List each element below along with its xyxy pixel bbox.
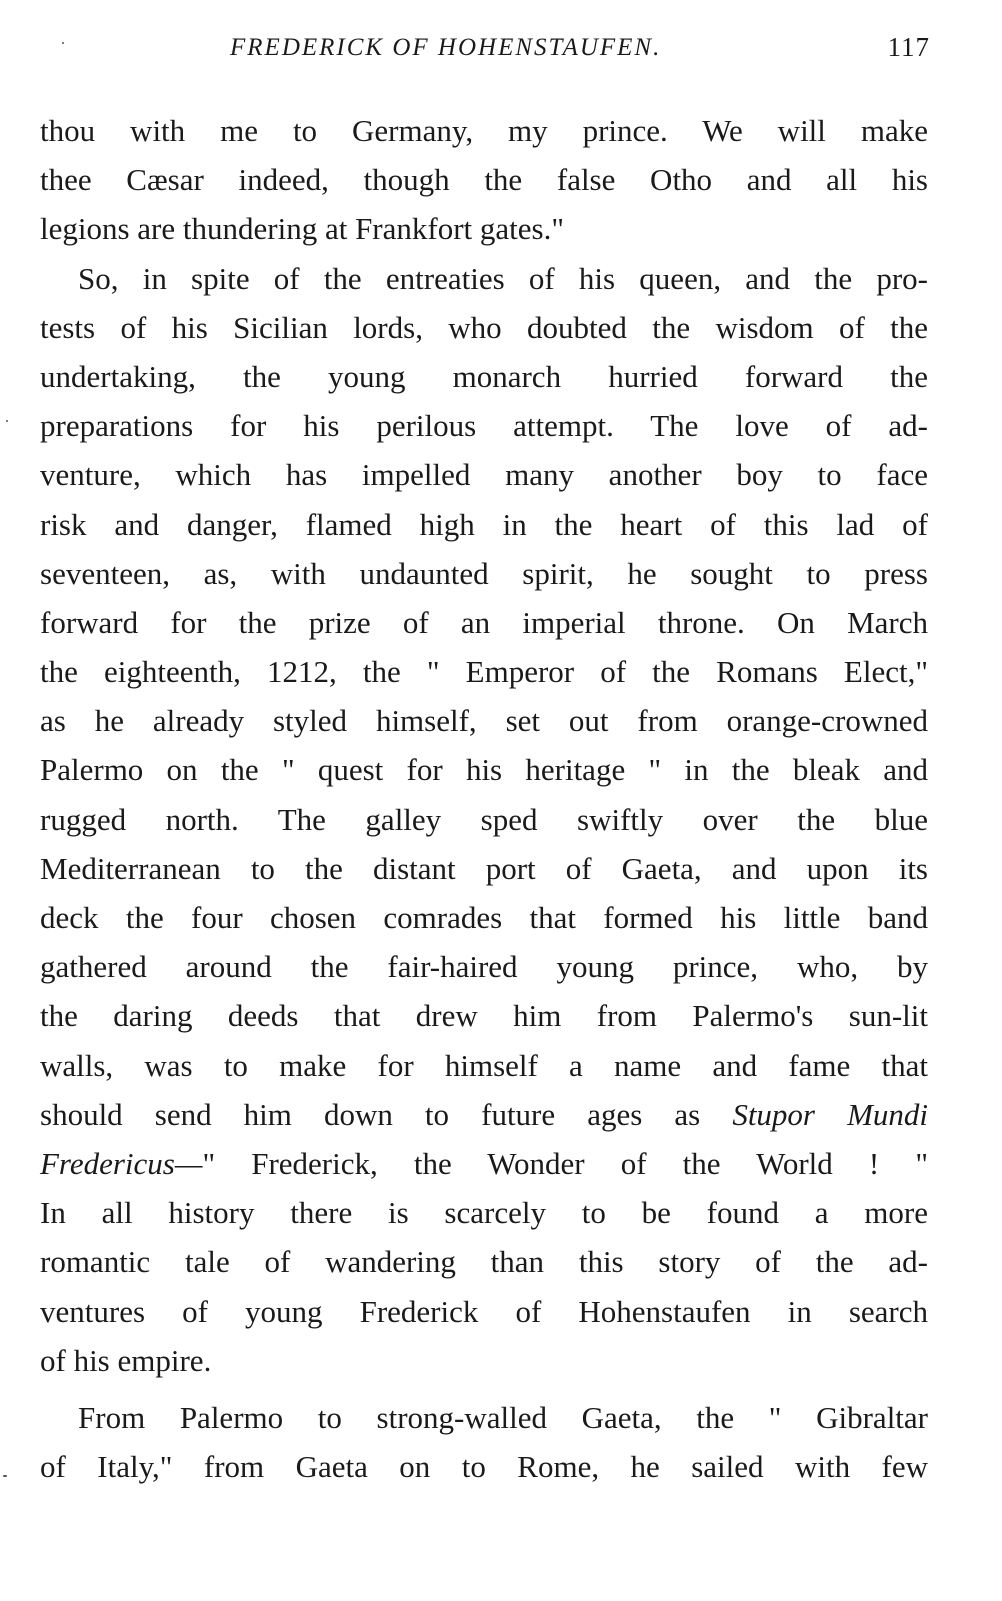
text-line: gathered around the fair-haired young prince, who, by	[40, 949, 928, 985]
running-head	[40, 30, 930, 70]
text-line: seventeen, as, with undaunted spirit, he sought to press	[40, 555, 928, 591]
text-line: romantic tale of wandering than this story of the ad-	[40, 1244, 928, 1280]
text-line: venture, which has impelled many another boy to face	[40, 457, 928, 493]
text-line: Palermo on the " quest for his heritage " in the bleak and	[40, 752, 928, 788]
text-line: of Italy," from Gaeta on to Rome, he sailed with few	[40, 1449, 928, 1485]
text-line: From Palermo to strong-walled Gaeta, the " Gibraltar	[78, 1399, 928, 1435]
text-line: risk and danger, flamed high in the heart of this lad of	[40, 506, 928, 542]
text-line: So, in spite of the entreaties of his queen, and the pro-	[78, 260, 928, 296]
text-line: as he already styled himself, set out from orange-crowned	[40, 703, 928, 739]
text-line: the daring deeds that drew him from Palermo's sun-lit	[40, 998, 928, 1034]
text-line: walls, was to make for himself a name and fame that	[40, 1047, 928, 1083]
text-line: In all history there is scarcely to be found a more	[40, 1195, 928, 1231]
text-line: legions are thundering at Frankfort gates."	[40, 211, 565, 247]
text-line-with-italic	[40, 1139, 928, 1188]
page-number: 117	[887, 32, 930, 62]
text-line-with-italic	[40, 1090, 928, 1139]
body-text	[40, 106, 928, 1491]
paragraph-gap	[40, 1385, 928, 1393]
paper-speck	[3, 1475, 7, 1477]
text-line: thou with me to Germany, my prince. We will make	[40, 113, 928, 148]
text-run: " Frederick, the Wonder of the World ! "	[202, 1145, 928, 1181]
text-run: should send him down to future ages as	[40, 1096, 701, 1132]
paper-speck	[62, 42, 64, 44]
text-line: tests of his Sicilian lords, who doubted the wisdom of the	[40, 309, 928, 345]
text-line: undertaking, the young monarch hurried forward the	[40, 358, 928, 394]
italic-phrase: Fredericus—	[40, 1145, 203, 1181]
text-line: ventures of young Frederick of Hohenstaufen in search	[40, 1293, 928, 1329]
text-line: Mediterranean to the distant port of Gaeta, and upon its	[40, 850, 928, 886]
text-line: rugged north. The galley sped swiftly over the blue	[40, 801, 928, 837]
running-title: FREDERICK OF HOHENSTAUFEN.	[230, 34, 662, 61]
text-line: preparations for his perilous attempt. The love of ad-	[40, 408, 928, 444]
paper-speck	[6, 420, 8, 422]
text-line: of his empire.	[40, 1342, 212, 1378]
text-line: deck the four chosen comrades that formed his little band	[40, 900, 928, 935]
italic-phrase: Stupor Mundi	[732, 1096, 929, 1132]
text-line: the eighteenth, 1212, the " Emperor of the Romans Elect,"	[40, 654, 928, 690]
text-line: forward for the prize of an imperial throne. On March	[40, 604, 928, 640]
text-line: thee Cæsar indeed, though the false Otho and all his	[40, 162, 928, 198]
